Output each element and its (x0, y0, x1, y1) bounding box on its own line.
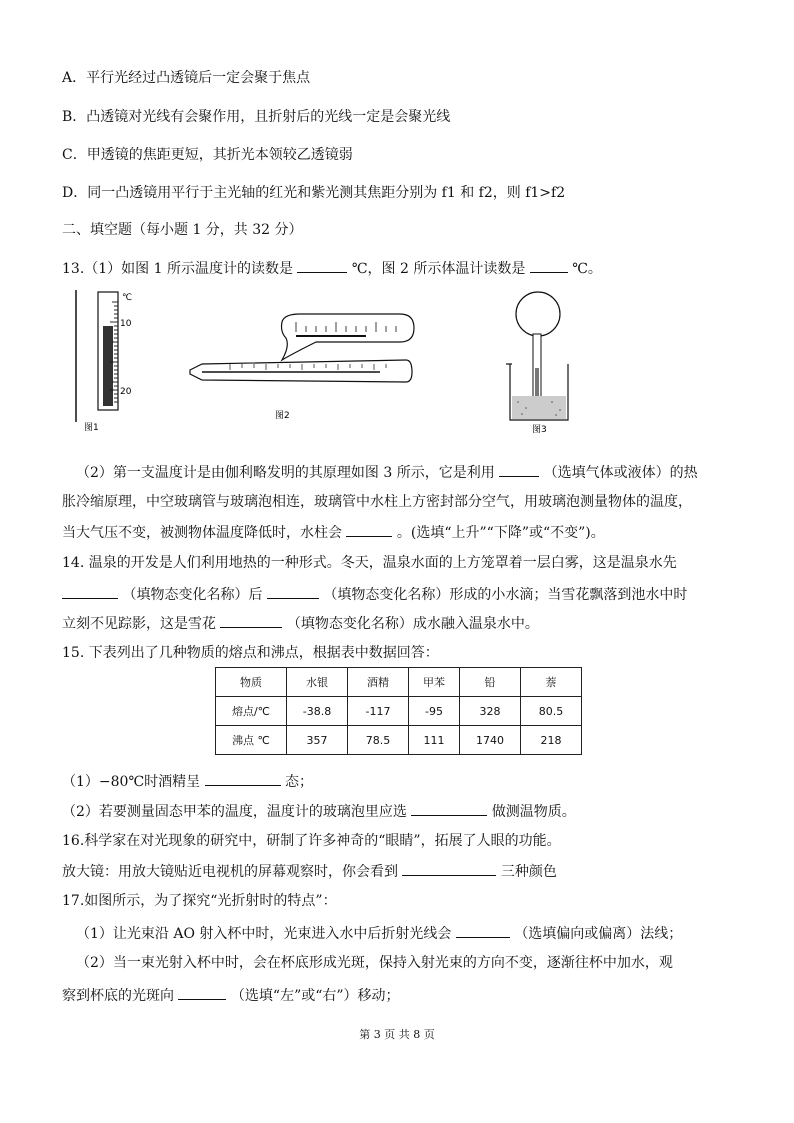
table-row (216, 697, 582, 726)
q17-sub1 (76, 923, 682, 944)
figures-row (60, 284, 620, 434)
q13-blank-4[interactable] (346, 522, 392, 537)
q13-p2-text-a: （2）第一支温度计是由伽利略发明的其原理如图 3 所示，它是利用 (76, 465, 495, 481)
fig1-unit: ℃ (122, 293, 133, 303)
table-cell: 218 (521, 726, 582, 755)
q13-part2-line1 (76, 462, 698, 483)
q17-text-b: （选填偏向或偏离）法线； (514, 926, 683, 942)
q13-blank-3[interactable] (499, 462, 539, 477)
figure-1-thermometer (76, 290, 132, 433)
q14-blank-3[interactable] (220, 613, 282, 628)
table-cell: -95 (409, 697, 460, 726)
q15-sub2 (62, 801, 576, 822)
q15-text-d: 做测温物质。 (491, 804, 576, 820)
q15-blank-2[interactable] (411, 801, 487, 816)
q14-text-c: 立刻不见踪影，这是雪花 (62, 616, 216, 632)
q13-part2-line3 (62, 522, 605, 543)
option-b: B．凸透镜对光线有会聚作用，且折射后的光线一定是会聚光线 (62, 109, 451, 125)
table-cell: 80.5 (521, 697, 582, 726)
q15-text-c: （2）若要测量固态甲苯的温度，温度计的玻璃泡里应选 (62, 804, 407, 820)
q13-blank-1[interactable] (297, 258, 347, 273)
q13-text-a: 13.（1）如图 1 所示温度计的读数是 (62, 261, 293, 277)
table-header-cell: 物质 (216, 668, 287, 697)
q15-text-a: （1）−80℃时酒精呈 (62, 774, 201, 790)
table-cell: 111 (409, 726, 460, 755)
table-cell: 357 (287, 726, 348, 755)
q14-text-a: （填物态变化名称）后 (122, 587, 263, 603)
fig1-tick-bottom: 20 (120, 387, 132, 397)
figure-2-clinical-thermometer (190, 314, 414, 421)
q13-blank-2[interactable] (530, 258, 568, 273)
q17-blank-2[interactable] (178, 985, 226, 1000)
q14-line3 (62, 613, 539, 634)
table-cell: 沸点 ℃ (216, 726, 287, 755)
q14-blank-2[interactable] (267, 584, 319, 599)
option-a: A．平行光经过凸透镜后一定会聚于焦点 (62, 70, 311, 86)
q15-text-b: 态； (285, 774, 314, 790)
q14-text-d: （填物态变化名称）成水融入温泉水中。 (286, 616, 539, 632)
option-c: C．甲透镜的焦距更短，其折光本领较乙透镜弱 (62, 147, 353, 163)
table-cell: 78.5 (348, 726, 409, 755)
q13-p2-text-b: （选填气体或液体）的热 (543, 465, 698, 481)
q13-p2-text-d: 。(选填“上升”“下降”或“不变”)。 (396, 525, 605, 541)
fig2-caption: 图2 (275, 411, 290, 421)
fig1-tick-top: 10 (120, 319, 132, 329)
fig3-caption: 图3 (532, 425, 547, 434)
table-header-cell: 铅 (460, 668, 521, 697)
q14-text-b: （填物态变化名称）形成的小水滴；当雪花飘落到池水中时 (323, 587, 688, 603)
table-cell: -38.8 (287, 697, 348, 726)
q17-text-c: 察到杯底的光斑向 (62, 988, 174, 1004)
table-cell: 328 (460, 697, 521, 726)
fig1-caption: 图1 (84, 423, 99, 433)
table-row (216, 726, 582, 755)
table-header-cell: 水银 (287, 668, 348, 697)
q16-line1: 16.科学家在对光现象的研究中，研制了许多神奇的“眼睛”，拓展了人眼的功能。 (62, 833, 561, 849)
table-header-row (216, 668, 582, 697)
q13-text-c: ℃。 (572, 261, 602, 277)
q14-blank-1[interactable] (62, 584, 118, 599)
table-header-cell: 萘 (521, 668, 582, 697)
q15-blank-1[interactable] (205, 771, 281, 786)
table-header-cell: 甲苯 (409, 668, 460, 697)
option-d: D．同一凸透镜用平行于主光轴的红光和紫光测其焦距分别为 f1 和 f2，则 f1>f2 (62, 185, 566, 201)
q16-line2 (62, 861, 557, 882)
q13-p2-text-c: 当大气压不变，被测物体温度降低时，水柱会 (62, 525, 342, 541)
q17-text-d: （选填“左”或“右”）移动； (230, 988, 400, 1004)
section-title: 二、填空题（每小题 1 分，共 32 分） (62, 222, 303, 238)
table-cell: 1740 (460, 726, 521, 755)
q16-text-a: 放大镜：用放大镜贴近电视机的屏幕观察时，你会看到 (62, 864, 398, 880)
page-footer: 第 3 页 共 8 页 (359, 1028, 435, 1041)
q17-intro: 17.如图所示，为了探究“光折射时的特点”： (62, 893, 337, 909)
q14-line2 (62, 584, 687, 605)
q17-sub2-line2 (62, 985, 400, 1006)
q14-line1: 14. 温泉的开发是人们利用地热的一种形式。冬天，温泉水面的上方笼罩着一层白雾，这是温泉水先 (62, 555, 677, 571)
q13-part2-line2: 胀冷缩原理，中空玻璃管与玻璃泡相连，玻璃管中水柱上方密封部分空气，用玻璃泡测量物体的温度， (62, 494, 692, 510)
q15-intro: 15. 下表列出了几种物质的熔点和沸点，根据表中数据回答： (62, 645, 439, 661)
q17-sub2-line1: （2）当一束光射入杯中时，会在杯底形成光斑，保持入射光束的方向不变，逐渐往杯中加水，观 (76, 955, 673, 971)
q17-blank-1[interactable] (456, 923, 510, 938)
table-header-cell: 酒精 (348, 668, 409, 697)
q16-blank-1[interactable] (402, 861, 496, 876)
table-cell: 熔点/℃ (216, 697, 287, 726)
q15-sub1 (62, 771, 313, 792)
q13-part1 (62, 258, 602, 279)
q13-text-b: ℃，图 2 所示体温计读数是 (351, 261, 526, 277)
table-cell: -117 (348, 697, 409, 726)
melting-boiling-table (215, 667, 582, 755)
q17-text-a: （1）让光束沿 AO 射入杯中时，光束进入水中后折射光线会 (76, 926, 452, 942)
q16-text-b: 三种颜色 (500, 864, 557, 880)
figure-3-thermoscope (506, 292, 568, 434)
